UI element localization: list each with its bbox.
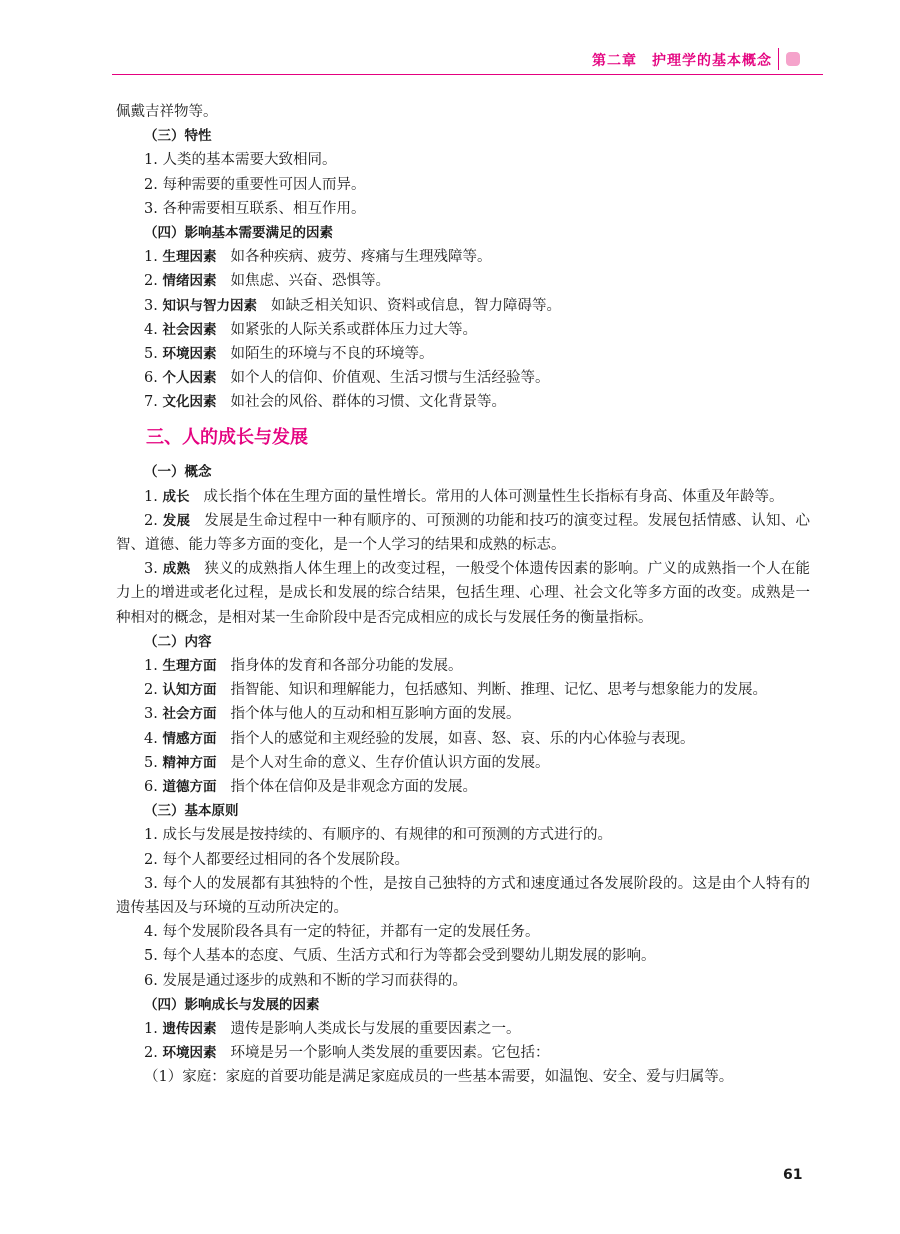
list-item: 4. 社会因素 如紧张的人际关系或群体压力过大等。 xyxy=(144,321,477,338)
term-label: 道德方面 xyxy=(162,778,217,795)
list-item: 2. 认知方面 指智能、知识和理解能力，包括感知、判断、推理、记忆、思考与想象能力的发展。 xyxy=(144,682,767,699)
section-heading: 三、人的成长与发展 xyxy=(146,427,308,449)
term-label: 环境因素 xyxy=(162,345,217,362)
term-label: 个人因素 xyxy=(162,370,217,387)
list-item: 5. 精神方面 是个人对生命的意义、生存价值认识方面的发展。 xyxy=(144,754,550,771)
continuation-text: 佩戴吉祥物等。 xyxy=(116,104,218,120)
subheading-influencing-factors: （四）影响基本需要满足的因素 xyxy=(144,224,333,241)
term-label: 情绪因素 xyxy=(162,273,217,290)
term-label: 发展 xyxy=(162,512,191,529)
header-ornament-icon xyxy=(786,52,800,66)
term-label: 社会因素 xyxy=(162,321,217,338)
list-item: 6. 个人因素 如个人的信仰、价值观、生活习惯与生活经验等。 xyxy=(144,370,550,387)
page-body xyxy=(116,100,810,1089)
list-item: 3. 知识与智力因素 如缺乏相关知识、资料或信息，智力障碍等。 xyxy=(144,297,561,314)
term-label: 知识与智力因素 xyxy=(162,297,257,314)
term-label: 生理方面 xyxy=(162,658,217,675)
term-label: 遗传因素 xyxy=(162,1020,217,1037)
header-separator xyxy=(778,48,779,70)
list-item: 2. 环境因素 环境是另一个影响人类发展的重要因素。它包括： xyxy=(144,1045,550,1062)
list-item: 2. 每种需要的重要性可因人而异。 xyxy=(144,176,366,193)
list-item: 1. 人类的基本需要大致相同。 xyxy=(144,152,337,169)
list-item: 3. 每个人的发展都有其独特的个性，是按自己独特的方式和速度通过各发展阶段的。这是由个人特有的遗传基因及与环境的互动所决定的。 xyxy=(116,875,810,916)
list-item: 5. 每个人基本的态度、气质、生活方式和行为等都会受到婴幼儿期发展的影响。 xyxy=(144,948,656,965)
term-label: 环境因素 xyxy=(162,1045,217,1062)
term-label: 成长 xyxy=(162,488,190,505)
list-item: 1. 遗传因素 遗传是影响人类成长与发展的重要因素之一。 xyxy=(144,1020,521,1037)
term-label: 社会方面 xyxy=(162,706,217,723)
list-item: 2. 情绪因素 如焦虑、兴奋、恐惧等。 xyxy=(144,273,390,290)
list-item: 3. 各种需要相互联系、相互作用。 xyxy=(144,200,366,217)
subheading-content: （二）内容 xyxy=(144,633,212,650)
chapter-title: 第二章 护理学的基本概念 xyxy=(592,53,772,69)
list-item: 1. 成长与发展是按持续的、有顺序的、有规律的和可预测的方式进行的。 xyxy=(144,827,612,844)
term-label: 文化因素 xyxy=(162,394,217,411)
header-rule xyxy=(112,74,823,75)
subheading-growth-factors: （四）影响成长与发展的因素 xyxy=(144,996,320,1013)
list-item: 4. 情感方面 指个人的感觉和主观经验的发展，如喜、怒、哀、乐的内心体验与表现。 xyxy=(144,730,695,747)
list-item: 3. 社会方面 指个体与他人的互动和相互影响方面的发展。 xyxy=(144,706,521,723)
list-item: 2. 每个人都要经过相同的各个发展阶段。 xyxy=(144,851,409,868)
term-label: 认知方面 xyxy=(162,682,217,699)
term-label: 情感方面 xyxy=(162,730,217,747)
list-item: 4. 每个发展阶段各具有一定的特征，并都有一定的发展任务。 xyxy=(144,924,540,941)
list-item: 7. 文化因素 如社会的风俗、群体的习惯、文化背景等。 xyxy=(144,394,506,411)
subheading-characteristics: （三）特性 xyxy=(144,128,212,145)
list-item: 6. 道德方面 指个体在信仰及是非观念方面的发展。 xyxy=(144,778,477,795)
subheading-concepts: （一）概念 xyxy=(144,464,212,481)
sub-list-item: （1）家庭：家庭的首要功能是满足家庭成员的一些基本需要，如温饱、安全、爱与归属等。 xyxy=(144,1069,734,1086)
paragraph: 1. 成长 成长指个体在生理方面的量性增长。常用的人体可测量性生长指标有身高、体重及年龄等。 xyxy=(144,488,784,505)
list-item: 6. 发展是通过逐步的成熟和不断的学习而获得的。 xyxy=(144,972,467,989)
term-label: 生理因素 xyxy=(162,249,217,266)
term-label: 成熟 xyxy=(162,561,191,578)
page-header xyxy=(0,40,900,76)
list-item: 1. 生理方面 指身体的发育和各部分功能的发展。 xyxy=(144,658,463,675)
list-item: 1. 生理因素 如各种疾病、疲劳、疼痛与生理残障等。 xyxy=(144,249,492,266)
paragraph: 3. 成熟 狭义的成熟指人体生理上的改变过程，一般受个体遗传因素的影响。广义的成熟指一个人在能力上的增进或老化过程，是成长和发展的综合结果，包括生理、心理、社会文化等多方面的改变。成熟是一种相对的概念，是相对某一生命阶段中是否完成相应的成长与发展任务的衡量指标。 xyxy=(116,561,810,626)
list-item: 5. 环境因素 如陌生的环境与不良的环境等。 xyxy=(144,345,434,362)
subheading-basic-principles: （三）基本原则 xyxy=(144,803,239,820)
page-number: 61 xyxy=(783,1167,803,1183)
term-label: 精神方面 xyxy=(162,754,217,771)
paragraph: 2. 发展 发展是生命过程中一种有顺序的、可预测的功能和技巧的演变过程。发展包括情感、认知、心智、道德、能力等多方面的变化，是一个人学习的结果和成熟的标志。 xyxy=(116,512,810,554)
